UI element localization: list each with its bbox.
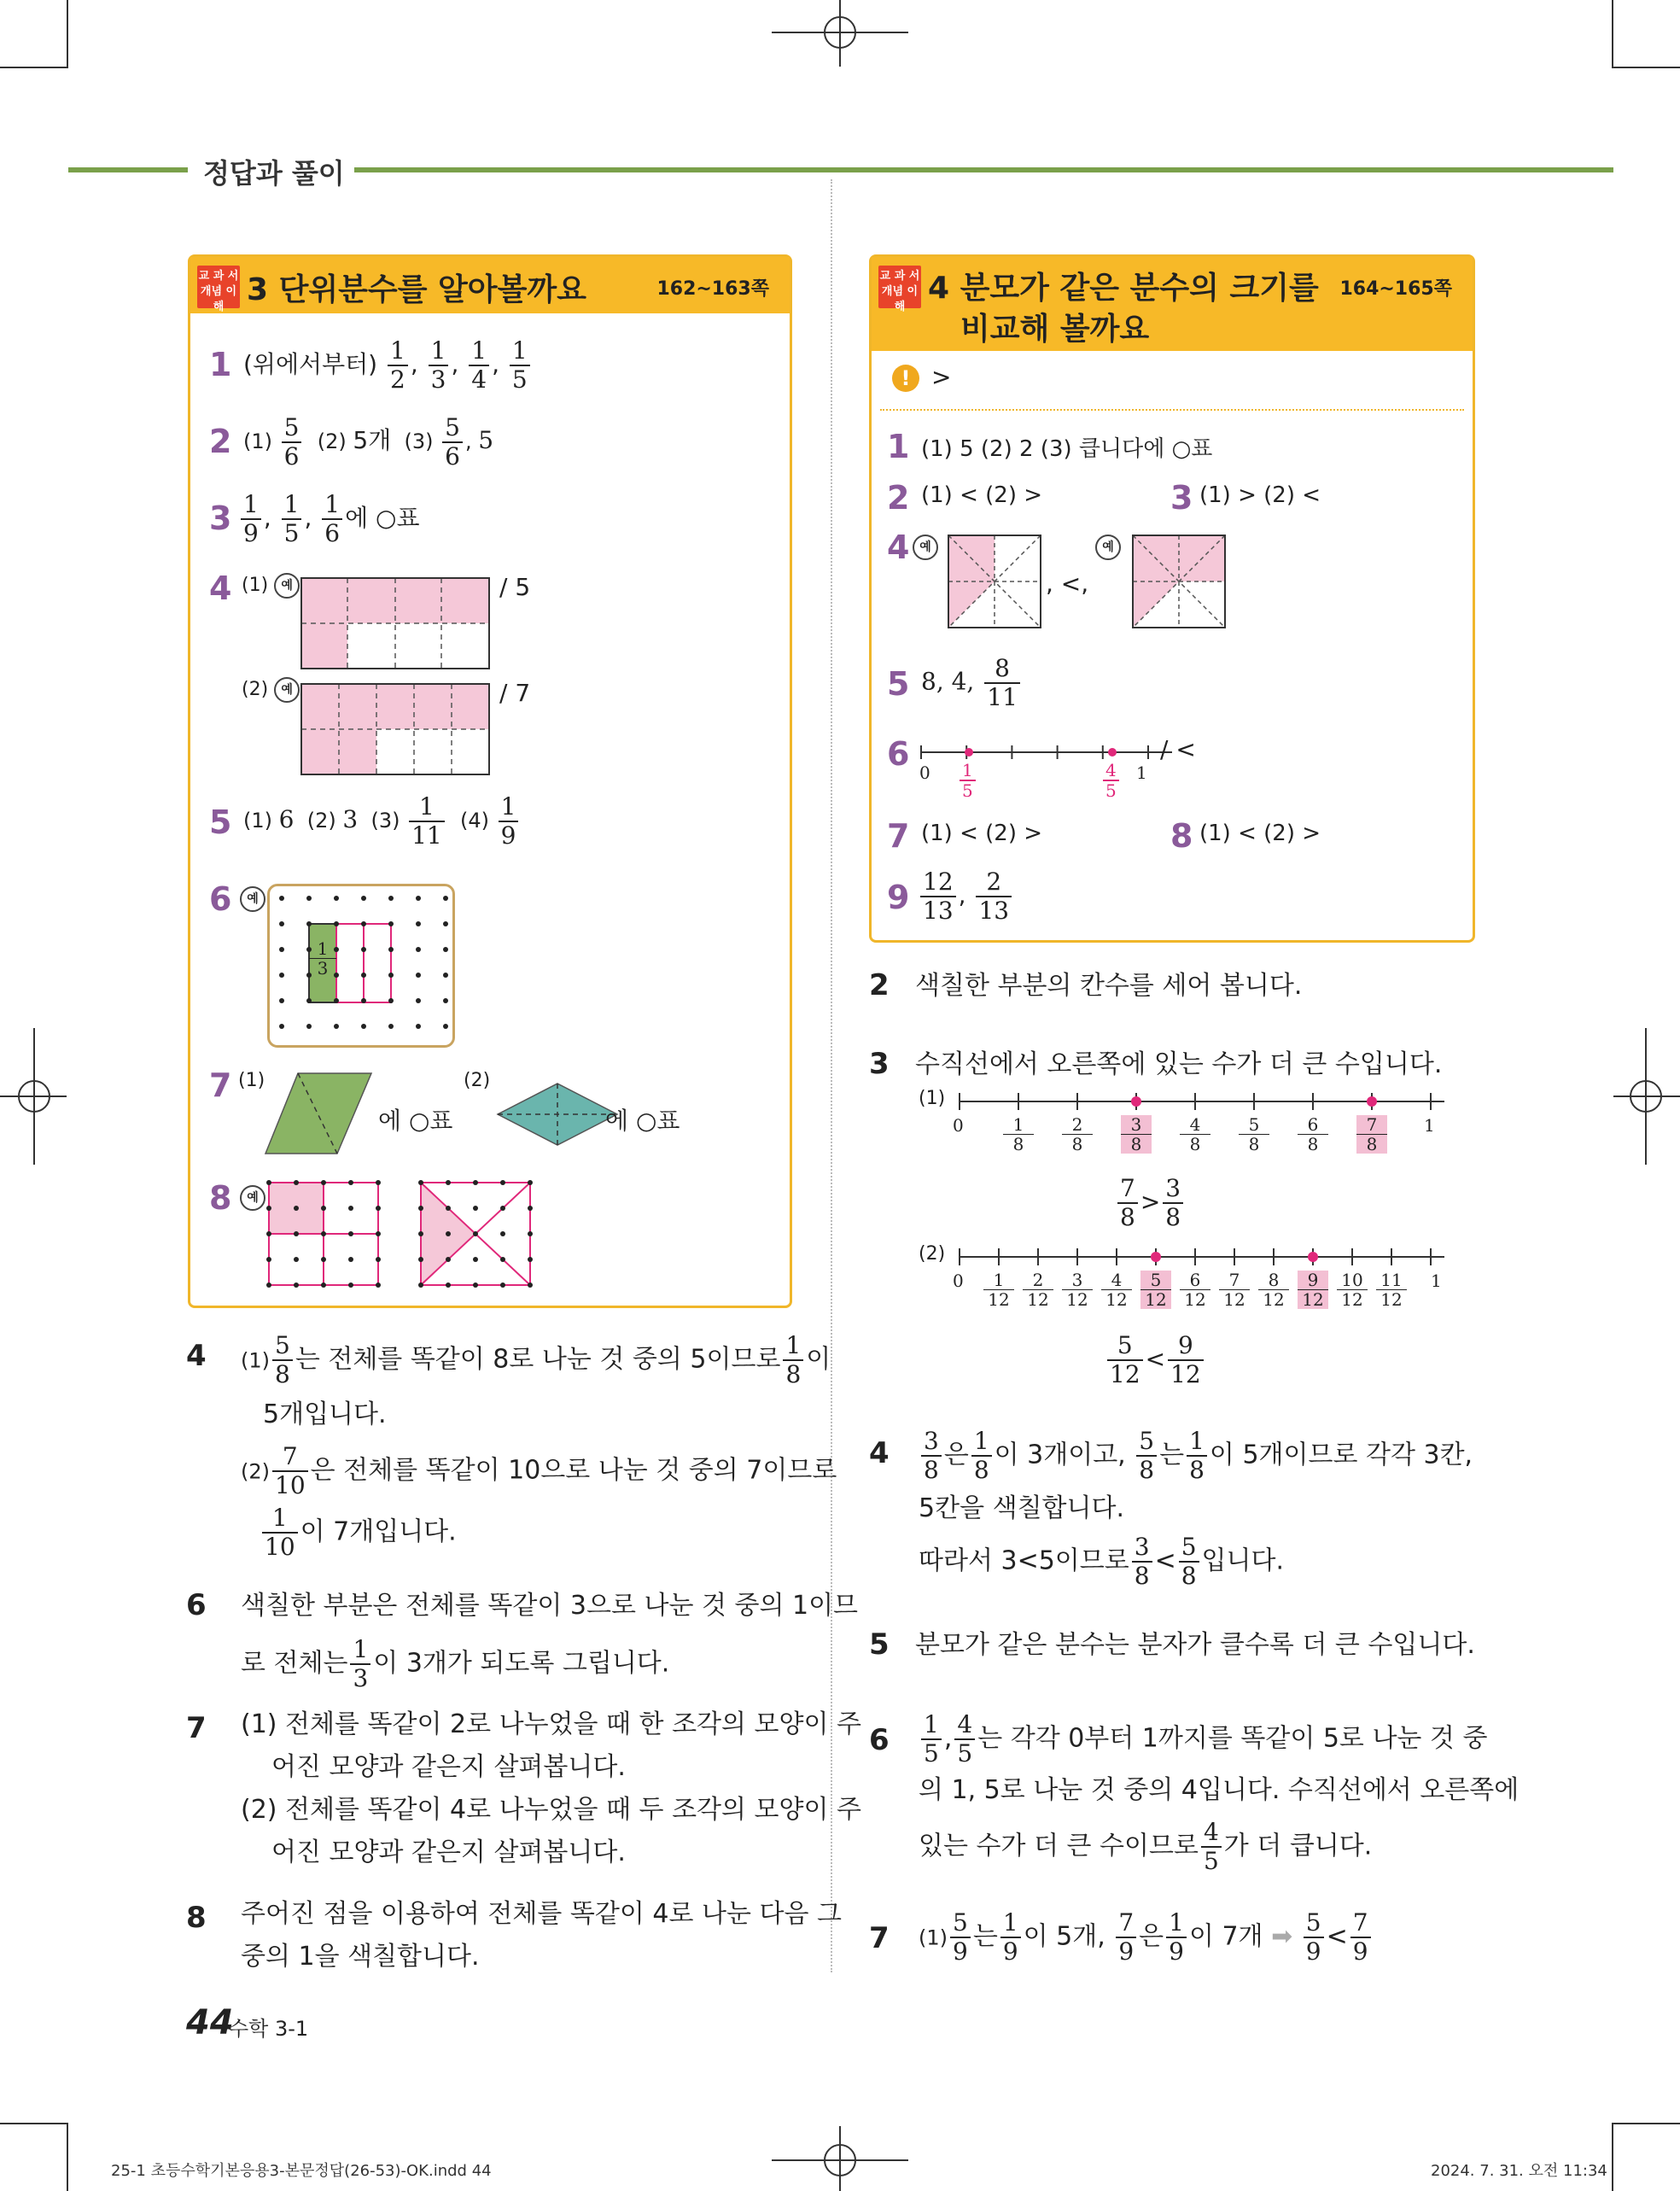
q4-label-1: (1) 예: [242, 573, 300, 599]
sol8-line2: 중의 1을 색칠합니다.: [241, 1942, 480, 1972]
q5-answer: (1) 6 (2) 3 (3) $\frac{1}{11}$ (4) $\frac{1}{9}$: [243, 793, 521, 850]
grid-dot: [266, 1180, 271, 1185]
rq6-number-line: [918, 740, 1174, 766]
sol7-line4: 어진 모양과 같은지 살펴봅니다.: [271, 1838, 626, 1867]
rsol6-line3: 있는 수가 더 큰 수이므로 $\frac{4}{5}$ 가 더 큽니다.: [919, 1818, 1373, 1875]
rq4-compare: , <,: [1046, 570, 1089, 598]
grid-dot: [376, 1180, 381, 1185]
arrow-right-icon: ➡: [1271, 1921, 1293, 1952]
rq2-number: 2: [887, 479, 910, 517]
footer-file: 25-1 초등수학기본응용3-본문정답(26-53)-OK.indd 44: [111, 2162, 492, 2180]
number-line-label: $\frac{1}{12}$: [983, 1271, 1014, 1309]
grid-dot: [376, 1282, 381, 1288]
grid-dot: [1367, 1096, 1377, 1107]
textbook-tag: 교 과 서 개념 이해: [197, 266, 240, 308]
grid-dot: [418, 1282, 423, 1288]
q7-answer-1: 에 ○표: [378, 1107, 453, 1135]
rsol6-line2: 의 1, 5로 나눈 것 중의 4입니다. 수직선에서 오른쪽에: [919, 1775, 1520, 1805]
grid-dot: [473, 1180, 478, 1185]
rsol4-line1: $\frac{3}{8}$ 은 $\frac{1}{8}$ 이 3개이고, $\frac{5}{8}$ 는 $\frac{1}{8}$ 이 5개이므로 각각 3칸,: [919, 1428, 1473, 1484]
number-line-label: $\frac{8}{12}$: [1258, 1271, 1289, 1309]
rq1-answer: (1) 5 (2) 2 (3) 큽니다에 ○표: [921, 436, 1213, 462]
book-name: 수학 3-1: [229, 2017, 309, 2041]
grid-dot: [334, 998, 339, 1003]
rq6-one: 1: [1136, 762, 1147, 783]
rq6-number: 6: [887, 735, 910, 773]
grid-dot: [416, 947, 421, 952]
grid-dot: [279, 896, 284, 901]
grid-dot: [500, 1257, 505, 1262]
q6-fraction: $\frac{1}{3}$: [309, 939, 336, 978]
grid-dot: [279, 921, 284, 926]
grid-dot: [321, 1231, 326, 1236]
registration-mark-left: [0, 1025, 68, 1170]
number-line-label: $\frac{11}{12}$: [1376, 1271, 1407, 1309]
sol7-number: 7: [186, 1711, 207, 1745]
sol8-line1: 주어진 점을 이용하여 전체를 똑같이 4로 나눈 다음 그: [241, 1899, 842, 1929]
rsol3-line2-one: 1: [1431, 1271, 1442, 1291]
sol7-line1: (1) 전체를 똑같이 2로 나누었을 때 한 조각의 모양이 주: [241, 1709, 862, 1739]
grid-dot: [334, 921, 339, 926]
q7-answer-2: 에 ○표: [605, 1107, 680, 1135]
rq9-answer: $\frac{12}{13}$ , $\frac{2}{13}$: [918, 868, 1014, 925]
alert-answer: >: [931, 363, 952, 391]
grid-dot: [388, 921, 394, 926]
rq2-answer: (1) < (2) >: [921, 482, 1043, 508]
rsol3-number: 3: [869, 1047, 890, 1081]
number-line-label: $\frac{6}{12}$: [1180, 1271, 1210, 1309]
grid-dot: [1308, 1252, 1318, 1262]
grid-dot: [294, 1180, 299, 1185]
number-line-label: $\frac{2}{8}$: [1062, 1115, 1093, 1154]
q4-grid-1: [300, 576, 491, 670]
grid-dot: [361, 998, 366, 1003]
grid-dot: [388, 998, 394, 1003]
rsol3-line1-zero: 0: [953, 1115, 964, 1136]
q7-parallelogram: [264, 1072, 375, 1155]
q5-number: 5: [209, 803, 232, 841]
q4-number: 4: [209, 570, 232, 607]
grid-dot: [528, 1231, 533, 1236]
crop-mark: [67, 0, 68, 68]
grid-dot: [416, 896, 421, 901]
q2-answer: (1) $\frac{5}{6}$ (2) 5개 (3) $\frac{5}{6}$ , 5: [243, 413, 494, 470]
rq9-number: 9: [887, 879, 910, 916]
grid-dot: [528, 1206, 533, 1211]
grid-dot: [361, 973, 366, 978]
page-header-title: 정답과 풀이: [203, 157, 345, 190]
rsol6-line1: $\frac{1}{5}$ , $\frac{4}{5}$ 는 각각 0부터 1까지를 똑같이 5로 나눈 것 중: [919, 1711, 1487, 1767]
right-box-title-line2: 비교해 볼까요: [960, 312, 1150, 347]
grid-dot: [348, 1282, 353, 1288]
grid-dot: [443, 896, 448, 901]
rq4-square-2: [1131, 534, 1227, 629]
q7-rhombus: [496, 1082, 619, 1147]
grid-dot: [446, 1206, 451, 1211]
grid-dot: [473, 1206, 478, 1211]
grid-dot: [418, 1257, 423, 1262]
q6-example: 예: [240, 884, 265, 912]
q3-answer: $\frac{1}{9}$ , $\frac{1}{5}$ , $\frac{1}{6}$ 에 ○표: [238, 491, 420, 547]
rsol4-number: 4: [869, 1436, 890, 1470]
grid-dot: [446, 1180, 451, 1185]
grid-dot: [348, 1231, 353, 1236]
grid-dot: [473, 1231, 478, 1236]
grid-dot: [321, 1206, 326, 1211]
number-line-label: $\frac{5}{8}$: [1239, 1115, 1269, 1154]
number-line-label: $\frac{2}{12}$: [1023, 1271, 1053, 1309]
textbook-tag: 교 과 서 개념 이해: [878, 266, 921, 308]
grid-dot: [361, 896, 366, 901]
sol4-number: 4: [186, 1339, 207, 1373]
number-line-label: $\frac{4}{12}$: [1101, 1271, 1132, 1309]
rq7-number: 7: [887, 817, 910, 855]
grid-dot: [388, 947, 394, 952]
q8-figure-2: [417, 1179, 537, 1290]
rsol3-text: 수직선에서 오른쪽에 있는 수가 더 큰 수입니다.: [915, 1049, 1443, 1079]
rsol2-number: 2: [869, 968, 890, 1002]
q6-dot-grid: [270, 886, 452, 1045]
number-line-label: $\frac{1}{8}$: [1003, 1115, 1034, 1154]
rsol4-line2: 5칸을 색칠합니다.: [919, 1493, 1125, 1523]
grid-dot: [334, 896, 339, 901]
q6-geoboard: [267, 884, 455, 1048]
right-box-header: [872, 257, 1473, 351]
grid-dot: [294, 1231, 299, 1236]
left-box-header: [190, 257, 790, 313]
grid-dot: [473, 1282, 478, 1288]
rq6-frac-1: $\frac{1}{5}$: [960, 761, 976, 800]
grid-dot: [446, 1257, 451, 1262]
grid-dot: [500, 1206, 505, 1211]
grid-dot: [446, 1231, 451, 1236]
q7-label-2: (2): [464, 1070, 491, 1091]
grid-dot: [443, 1024, 448, 1029]
number-line-label: $\frac{10}{12}$: [1337, 1271, 1368, 1309]
grid-dot: [528, 1180, 533, 1185]
rq7-answer: (1) < (2) >: [921, 821, 1043, 846]
left-answer-box: [188, 254, 792, 1308]
grid-dot: [416, 921, 421, 926]
header-rule-left: [68, 167, 188, 172]
grid-dot: [416, 973, 421, 978]
q4-grid-2: [300, 682, 491, 776]
grid-dot: [443, 921, 448, 926]
right-box-pages: 164~165쪽: [1339, 278, 1452, 300]
crop-mark: [1612, 67, 1680, 68]
rsol7-number: 7: [869, 1921, 890, 1955]
rsol7-line: (1) $\frac{5}{9}$ 는 $\frac{1}{9}$ 이 5개, $\frac{7}{9}$ 은 $\frac{1}{9}$ 이 7개 ➡ $\frac{5}{9}$ < $\frac{7}{9}$: [919, 1909, 1374, 1966]
rsol3-line1-one: 1: [1424, 1115, 1435, 1136]
rsol3-compare-1: $\frac{7}{8}$ > $\frac{3}{8}$: [1115, 1175, 1186, 1231]
number-line-label: $\frac{9}{12}$: [1298, 1271, 1328, 1309]
grid-dot: [473, 1257, 478, 1262]
rq5-answer: 8, 4, $\frac{8}{11}$: [921, 655, 1023, 711]
q6-number: 6: [209, 880, 232, 918]
rq6-zero: 0: [919, 762, 930, 783]
q1-number: 1: [209, 346, 232, 383]
header-rule-right: [354, 167, 1613, 172]
grid-dot: [294, 1257, 299, 1262]
grid-dot: [443, 947, 448, 952]
grid-dot: [416, 1024, 421, 1029]
grid-dot: [361, 947, 366, 952]
grid-dot: [321, 1282, 326, 1288]
sol7-line3: (2) 전체를 똑같이 4로 나누었을 때 두 조각의 모양이 주: [241, 1795, 862, 1825]
q7-label-1: (1): [238, 1070, 265, 1091]
grid-dot: [266, 1231, 271, 1236]
number-line-label: $\frac{3}{8}$: [1121, 1115, 1152, 1154]
grid-dot: [334, 1024, 339, 1029]
number-line-label: $\frac{4}{8}$: [1180, 1115, 1210, 1154]
rq3-number: 3: [1170, 479, 1193, 517]
grid-dot: [376, 1257, 381, 1262]
rsol3-number-line-1: [954, 1088, 1450, 1113]
rsol3-label-2: (2): [919, 1243, 946, 1265]
q1-answer: (위에서부터) $\frac{1}{2}$ , $\frac{1}{3}$ , $\frac{1}{4}$ , $\frac{1}{5}$: [243, 337, 533, 394]
rq5-number: 5: [887, 665, 910, 703]
grid-dot: [446, 1282, 451, 1288]
grid-dot: [500, 1231, 505, 1236]
rsol6-number: 6: [869, 1723, 890, 1757]
grid-dot: [294, 1282, 299, 1288]
grid-dot: [294, 1206, 299, 1211]
crop-mark: [1612, 2123, 1680, 2124]
rq4-square-1: [947, 534, 1042, 629]
q4-answer-2: / 7: [499, 679, 531, 707]
grid-dot: [418, 1231, 423, 1236]
grid-dot: [266, 1206, 271, 1211]
grid-dot: [1151, 1252, 1161, 1262]
grid-dot: [418, 1206, 423, 1211]
sol4-line1: (1) $\frac{5}{8}$ 는 전체를 똑같이 8로 나눈 것 중의 5이므로 $\frac{1}{8}$ 이: [241, 1331, 831, 1388]
left-box-title: 3 단위분수를 알아볼까요: [247, 272, 586, 307]
rsol3-line2-zero: 0: [953, 1271, 964, 1291]
crop-mark: [1612, 0, 1613, 68]
grid-dot: [418, 1180, 423, 1185]
number-line-label: $\frac{7}{12}$: [1219, 1271, 1250, 1309]
sol4-line3: (2) $\frac{7}{10}$ 은 전체를 똑같이 10으로 나눈 것 중의 7이므로: [241, 1442, 837, 1499]
grid-dot: [361, 921, 366, 926]
grid-dot: [348, 1180, 353, 1185]
number-line-label: $\frac{3}{12}$: [1062, 1271, 1093, 1309]
sol6-line2: 로 전체는 $\frac{1}{3}$ 이 3개가 되도록 그립니다.: [241, 1635, 670, 1692]
page-number: 44: [186, 2003, 234, 2042]
grid-dot: [348, 1257, 353, 1262]
crop-mark: [67, 2123, 68, 2191]
rsol2-text: 색칠한 부분의 칸수를 세어 봅니다.: [915, 971, 1303, 1001]
number-line-label: $\frac{5}{12}$: [1140, 1271, 1171, 1309]
rq1-number: 1: [887, 428, 910, 465]
grid-dot: [416, 998, 421, 1003]
rq8-answer: (1) < (2) >: [1199, 821, 1321, 846]
grid-dot: [500, 1282, 505, 1288]
sol8-number: 8: [186, 1901, 207, 1935]
grid-dot: [376, 1206, 381, 1211]
q3-number: 3: [209, 500, 232, 537]
rq4-example-2: 예: [1095, 532, 1121, 560]
rsol3-number-line-2: [954, 1243, 1450, 1269]
rq8-number: 8: [1170, 817, 1193, 855]
registration-mark-top: [768, 0, 913, 68]
crop-mark: [0, 67, 68, 68]
grid-dot: [266, 1257, 271, 1262]
sol4-line2: 5개입니다.: [263, 1399, 387, 1429]
grid-dot: [279, 998, 284, 1003]
q4-answer-1: / 5: [499, 573, 531, 601]
grid-dot: [266, 1282, 271, 1288]
grid-dot: [306, 921, 312, 926]
q8-example: 예: [240, 1183, 265, 1211]
rsol5-text: 분모가 같은 분수는 분자가 클수록 더 큰 수입니다.: [915, 1630, 1475, 1660]
grid-dot: [279, 1024, 284, 1029]
sol6-line1: 색칠한 부분은 전체를 똑같이 3으로 나눈 것 중의 1이므: [241, 1591, 859, 1621]
grid-dot: [443, 973, 448, 978]
left-box-pages: 162~163쪽: [656, 278, 769, 300]
alert-divider: [880, 409, 1464, 411]
rq6-frac-2: $\frac{4}{5}$: [1103, 761, 1119, 800]
rsol4-line3: 따라서 3<5이므로 $\frac{3}{8}$ < $\frac{5}{8}$ 입니다.: [919, 1533, 1285, 1590]
grid-dot: [376, 1231, 381, 1236]
grid-dot: [361, 1024, 366, 1029]
grid-dot: [500, 1180, 505, 1185]
registration-mark-bottom: [768, 2126, 913, 2191]
grid-dot: [306, 1024, 312, 1029]
grid-dot: [279, 973, 284, 978]
q7-number: 7: [209, 1066, 232, 1104]
right-box-title-line1: 4 분모가 같은 분수의 크기를: [928, 271, 1319, 306]
q8-figure-1: [265, 1179, 385, 1290]
number-line-label: $\frac{7}{8}$: [1356, 1115, 1387, 1154]
q2-number: 2: [209, 423, 232, 460]
registration-mark-right: [1612, 1025, 1680, 1170]
q4-label-2: (2) 예: [242, 677, 300, 703]
grid-dot: [306, 896, 312, 901]
number-line-label: $\frac{6}{8}$: [1298, 1115, 1328, 1154]
grid-dot: [321, 1180, 326, 1185]
q8-number: 8: [209, 1179, 232, 1217]
sol7-line2: 어진 모양과 같은지 살펴봅니다.: [271, 1752, 626, 1782]
sol6-number: 6: [186, 1588, 207, 1622]
grid-dot: [528, 1282, 533, 1288]
rq6-answer: / <: [1160, 735, 1196, 763]
alert-icon: !: [892, 365, 919, 392]
sol4-line4: $\frac{1}{10}$ 이 7개입니다.: [260, 1504, 457, 1561]
crop-mark: [1612, 2123, 1613, 2191]
grid-dot: [279, 947, 284, 952]
rq4-number: 4: [887, 529, 910, 566]
grid-dot: [1131, 1096, 1141, 1107]
grid-dot: [321, 1257, 326, 1262]
grid-dot: [388, 1024, 394, 1029]
footer-date: 2024. 7. 31. 오전 11:34: [1431, 2162, 1607, 2180]
rsol3-compare-2: $\frac{5}{12}$ < $\frac{9}{12}$: [1105, 1332, 1206, 1388]
rsol3-label-1: (1): [919, 1088, 946, 1109]
rq3-answer: (1) > (2) <: [1199, 482, 1321, 508]
grid-dot: [306, 998, 312, 1003]
rsol5-number: 5: [869, 1627, 890, 1662]
right-answer-box: [869, 254, 1475, 943]
grid-dot: [443, 998, 448, 1003]
grid-dot: [528, 1257, 533, 1262]
rq4-example-1: 예: [913, 532, 938, 560]
grid-dot: [388, 973, 394, 978]
grid-dot: [348, 1206, 353, 1211]
crop-mark: [0, 2123, 68, 2124]
grid-dot: [388, 896, 394, 901]
